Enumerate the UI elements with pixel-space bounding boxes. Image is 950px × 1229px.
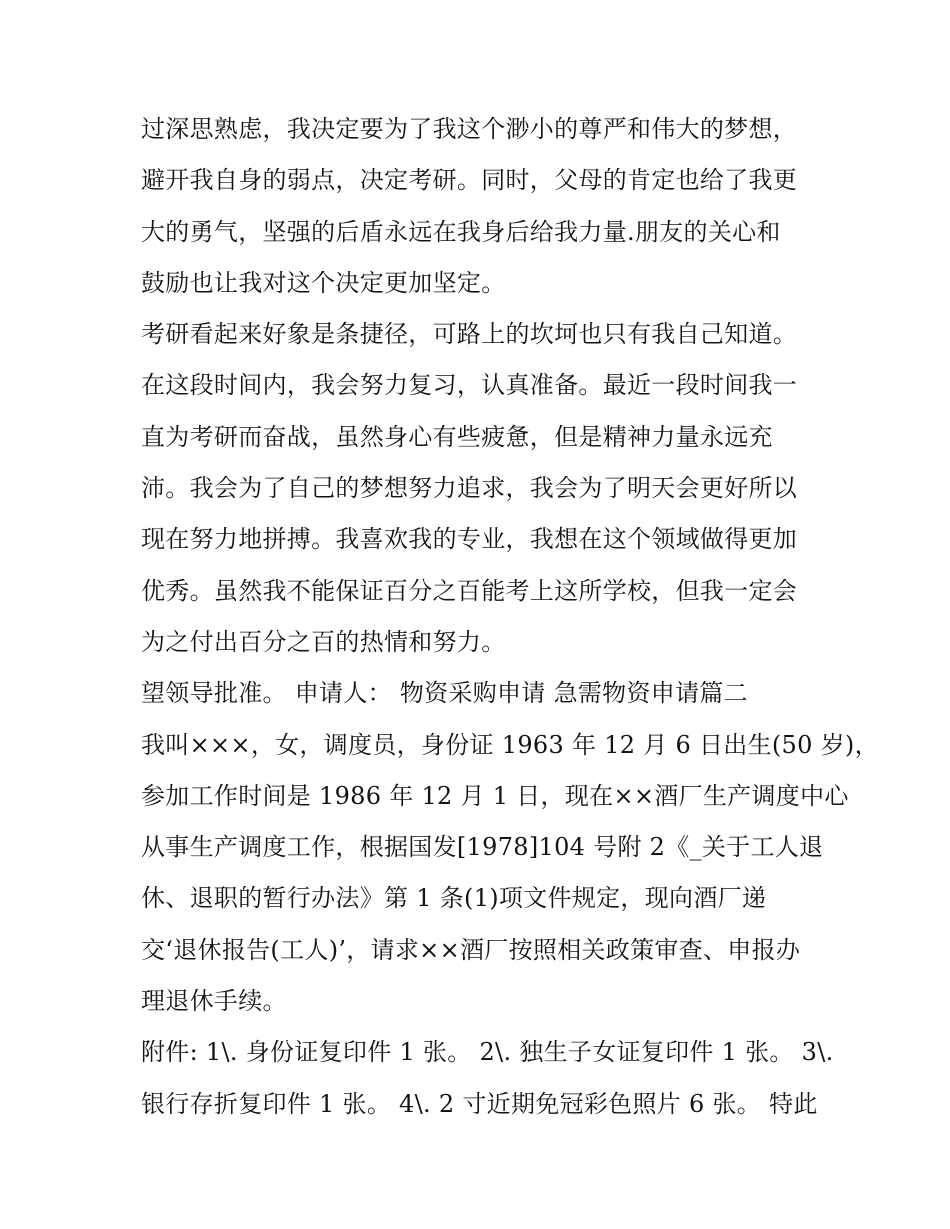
- text-line: 避开我自身的弱点，决定考研。同时，父母的肯定也给了我更: [141, 166, 798, 195]
- text-line: 附件: 1\. 身份证复印件 1 张。 2\. 独生子女证复印件 1 张。 3\.: [141, 1038, 834, 1067]
- text-line: 银行存折复印件 1 张。 4\. 2 寸近期免冠彩色照片 6 张。 特此: [141, 1089, 818, 1118]
- text-line: 考研看起来好象是条捷径，可路上的坎坷也只有我自己知道。: [141, 320, 798, 349]
- text-line: 我叫×××，女，调度员，身份证 1963 年 12 月 6 日出生(50 岁)，: [141, 730, 879, 759]
- text-line: 过深思熟虑，我决定要为了我这个渺小的尊严和伟大的梦想，: [141, 115, 798, 143]
- text-line: 交‘退休报告(工人)’，请求××酒厂按照相关政策审查、申报办: [141, 935, 801, 964]
- text-line: 望领导批准。 申请人： 物资采购申请 急需物资申请篇二: [141, 679, 748, 708]
- text-line: 参加工作时间是 1986 年 12 月 1 日，现在××酒厂生产调度中心: [141, 781, 849, 810]
- text-line: 优秀。虽然我不能保证百分之百能考上这所学校，但我一定会: [141, 576, 798, 605]
- text-line: 现在努力地拼搏。我喜欢我的专业，我想在这个领域做得更加: [141, 525, 798, 554]
- text-line: 在这段时间内，我会努力复习，认真准备。最近一段时间我一: [141, 371, 798, 400]
- text-line: 从事生产调度工作，根据国发[1978]104 号附 2《_关于工人退: [141, 833, 824, 862]
- text-line: 直为考研而奋战，虽然身心有些疲惫，但是精神力量永远充: [141, 422, 773, 451]
- text-line: 鼓励也让我对这个决定更加坚定。: [141, 268, 506, 297]
- text-line: 为之付出百分之百的热情和努力。: [141, 627, 506, 656]
- text-line: 理退休手续。: [141, 987, 287, 1016]
- text-line: 大的勇气，坚强的后盾永远在我身后给我力量.朋友的关心和: [141, 217, 781, 246]
- document-body: [141, 104, 879, 1130]
- text-line: 沛。我会为了自己的梦想努力追求，我会为了明天会更好所以: [141, 474, 798, 503]
- text-line: 休、退职的暂行办法》第 1 条(1)项文件规定，现向酒厂递: [141, 884, 767, 913]
